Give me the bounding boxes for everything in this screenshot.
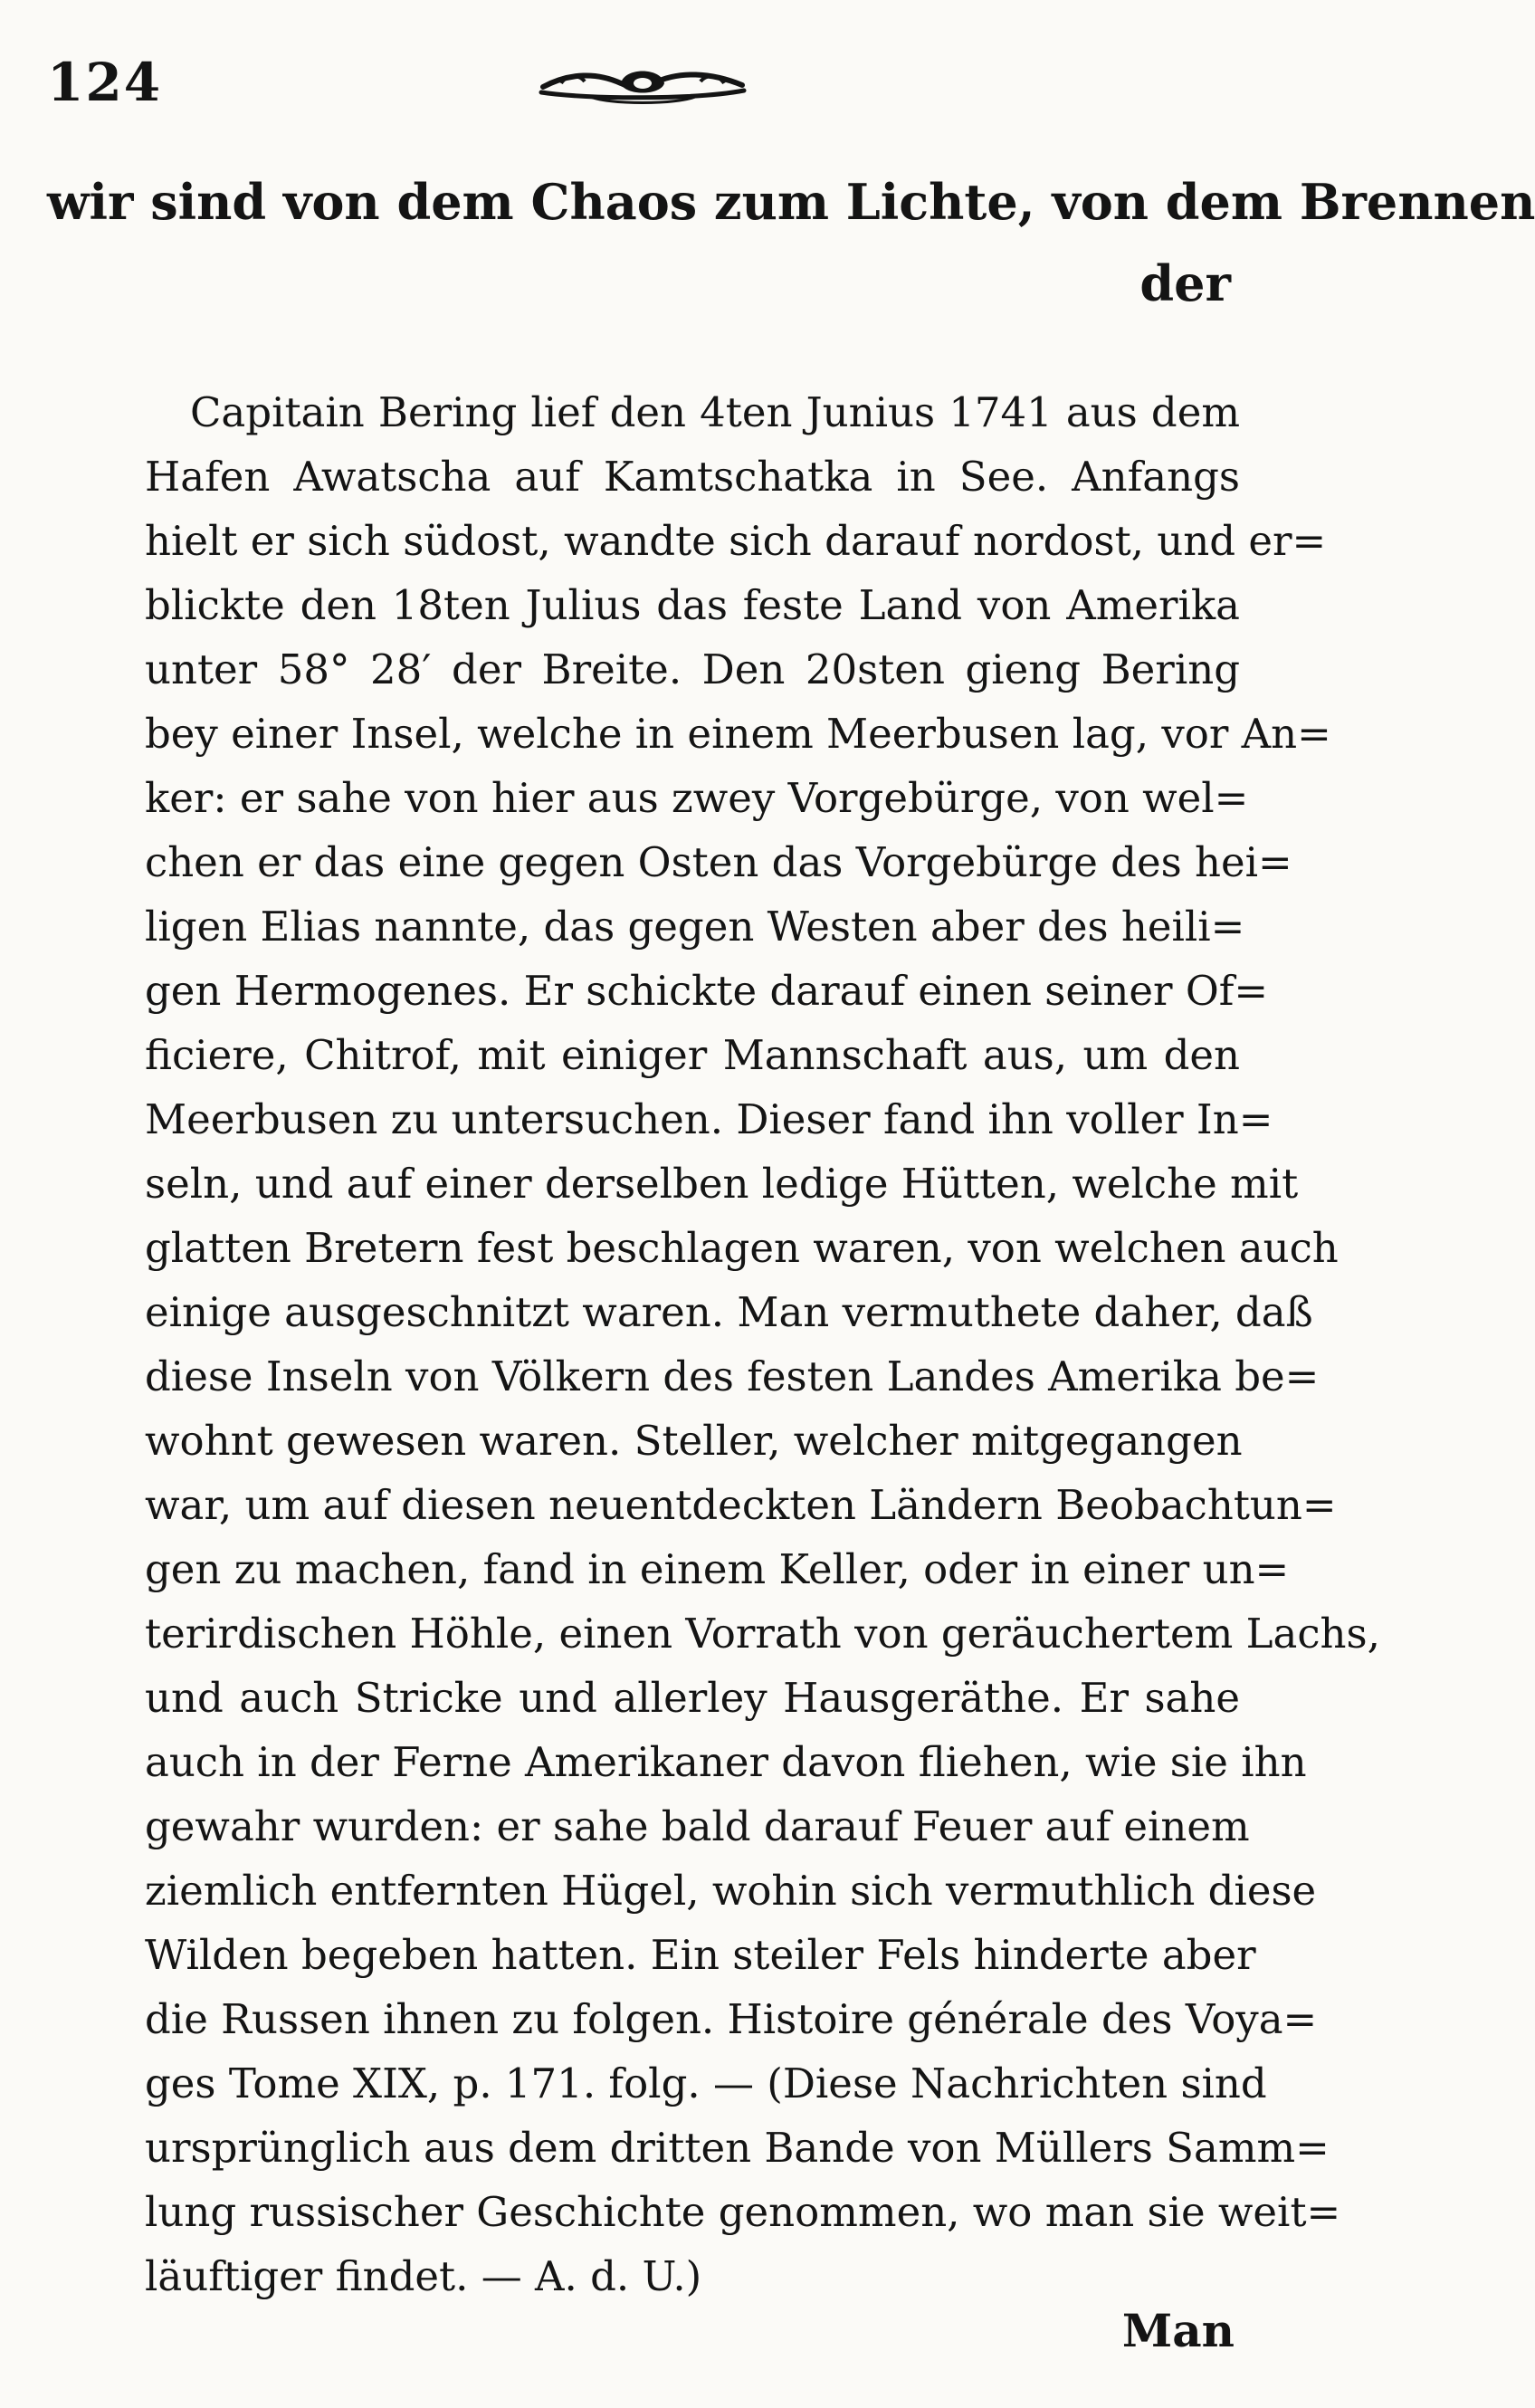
footnote-line: diese Inseln von Völkern des festen Landes Amerika be= [145, 1352, 1320, 1400]
footnote-line: unter 58° 28′ der Breite. Den 20sten gieng Bering [145, 645, 1240, 693]
footnote-line: die Russen ihnen zu folgen. Histoire générale des Voya= [145, 1995, 1318, 2043]
footnote-line: gewahr wurden: er sahe bald darauf Feuer auf einem [145, 1802, 1250, 1850]
footnote-line: Meerbusen zu untersuchen. Dieser fand ihn voller In= [145, 1095, 1273, 1143]
footnote-line: ficiere, Chitrof, mit einiger Mannschaft aus, um den [145, 1031, 1240, 1079]
page-number: 124 [47, 52, 163, 113]
catchword-top: der [1139, 254, 1231, 312]
footnote-line: auch in der Ferne Amerikaner davon fliehen, wie sie ihn [145, 1738, 1307, 1786]
footnote-line: Wilden begeben hatten. Ein steiler Fels hinderte aber [145, 1931, 1256, 1979]
footnote-line: einige ausgeschnitzt waren. Man vermuthete daher, daß [145, 1288, 1313, 1336]
footnote-line: glatten Bretern fest beschlagen waren, von welchen auch [145, 1224, 1339, 1272]
footnote-line: lung russischer Geschichte genommen, wo man sie weit= [145, 2188, 1341, 2236]
decorative-ornament-icon [534, 56, 751, 110]
footnote-line: seln, und auf einer derselben ledige Hütten, welche mit [145, 1160, 1299, 1208]
footnote-line: und auch Stricke und allerley Hausgeräthe. Er sahe [145, 1674, 1240, 1722]
main-text-line: wir sind von dem Chaos zum Lichte, von dem Brennen [47, 173, 1535, 231]
footnote-line: ker: er sahe von hier aus zwey Vorgebürge, von wel= [145, 774, 1249, 822]
footnote-line: war, um auf diesen neuentdeckten Ländern Beobachtun= [145, 1481, 1337, 1529]
footnote-line: gen Hermogenes. Er schickte darauf einen seiner Of= [145, 967, 1269, 1015]
footnote-line: läuftiger findet. — A. d. U.) [145, 2252, 702, 2300]
footnote-line: ligen Elias nannte, das gegen Westen aber des heili= [145, 903, 1245, 951]
footnote-line: terirdischen Höhle, einen Vorrath von geräuchertem Lachs, [145, 1610, 1380, 1658]
catchword-bottom: Man [1121, 2304, 1235, 2357]
footnote-line: Hafen Awatscha auf Kamtschatka in See. Anfangs [145, 453, 1240, 501]
footnote-line: ziemlich entfernten Hügel, wohin sich vermuthlich diese [145, 1867, 1317, 1915]
footnote-line: Capitain Bering lief den 4ten Junius 1741 aus dem [190, 388, 1240, 436]
footnote-line: blickte den 18ten Julius das feste Land von Amerika [145, 581, 1240, 629]
footnote-line: hielt er sich südost, wandte sich darauf nordost, und er= [145, 517, 1327, 565]
footnote-line: chen er das eine gegen Osten das Vorgebürge des hei= [145, 838, 1292, 886]
footnote-line: ges Tome XIX, p. 171. folg. — (Diese Nachrichten sind [145, 2059, 1267, 2107]
footnote-line: wohnt gewesen waren. Steller, welcher mitgegangen [145, 1417, 1243, 1465]
footnote-line: bey einer Insel, welche in einem Meerbusen lag, vor An= [145, 710, 1331, 758]
footnote-line: gen zu machen, fand in einem Keller, oder in einer un= [145, 1545, 1290, 1593]
footnote-line: ursprünglich aus dem dritten Bande von Müllers Samm= [145, 2124, 1330, 2172]
footnote-block [145, 380, 1380, 2308]
